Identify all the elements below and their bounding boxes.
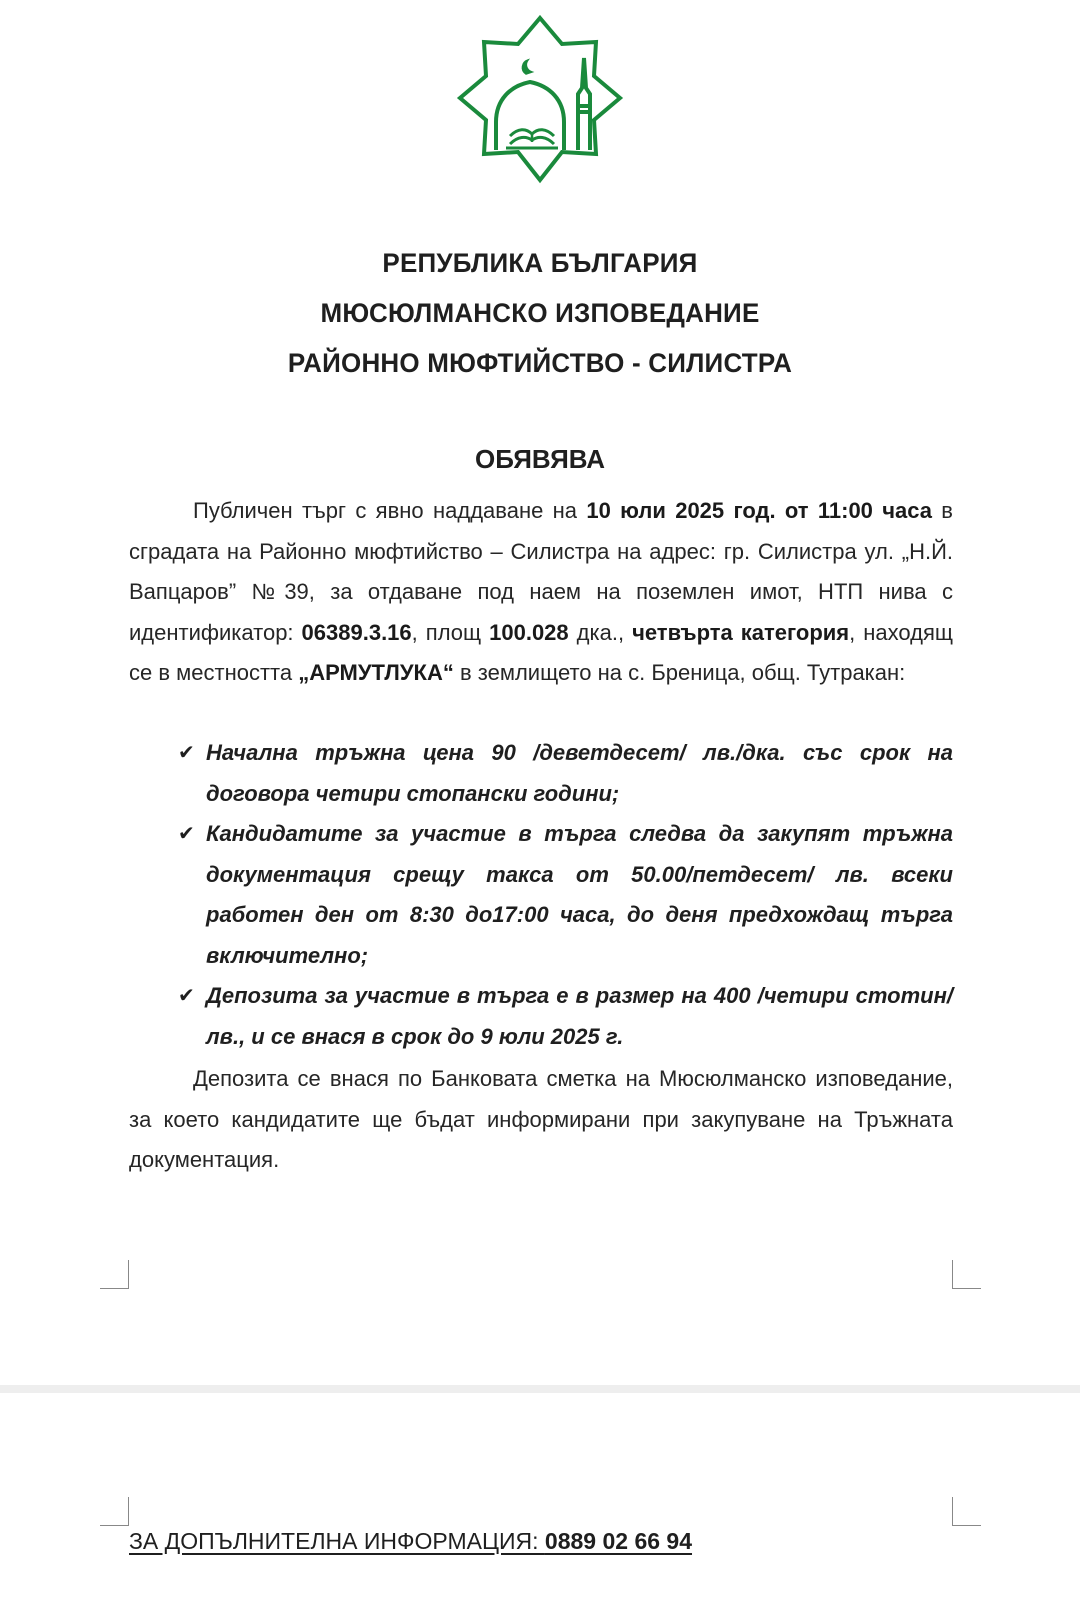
intro-text-4: дка., [568, 619, 633, 645]
document-page-2 [0, 1393, 1080, 1613]
condition-text: Начална тръжна цена 90 /деветдесет/ лв./дка. със срок на договора четири стопански години; [206, 740, 953, 806]
mosque-minaret-book-logo-icon [450, 14, 630, 188]
checkmark-icon: ✔ [178, 823, 195, 845]
property-area: 100.028 [489, 619, 569, 645]
header-department: РАЙОННО МЮФТИЙСТВО - СИЛИСТРА [287, 347, 793, 379]
page-separator [0, 1385, 1080, 1393]
property-identifier: 06389.3.16 [301, 619, 412, 645]
property-locality: „АРМУТЛУКА“ [298, 660, 454, 685]
condition-text: Депозита за участие в търга е в размер на 400 /четири стотин/ лв., и се внася в срок до 9 юли 2025 г. [206, 983, 953, 1049]
condition-text: Кандидатите за участие в търга следва да закупят тръжна документация срещу такса от 50.00/петдесет/ лв. всеки работен ден от 8:30 до17:00 часа, до деня предхождащ търга включително; [206, 821, 953, 968]
closing-text: Депозита се внася по Банковата сметка на Мюсюлманско изповедание, за което кандидатите ще бъдат информирани при закупуване на Тръжната документация. [129, 1066, 953, 1172]
list-item [178, 814, 953, 976]
conditions-list [178, 733, 953, 1057]
page-corner-marker [952, 1497, 981, 1526]
intro-text-6: в землището на с. Бреница, общ. Тутракан: [453, 660, 906, 685]
list-item [178, 976, 953, 1057]
intro-text-1: Публичен търг с явно наддаване на [193, 498, 587, 523]
intro-text-2: в сградата на Районно мюфтийство – Силистра на адрес: гр. Силистра ул. „Н.Й. Вапцаров” №39, за отдаване под наем на поземлен имот, НТП нива с идентификатор: [129, 498, 953, 645]
contact-phone[interactable]: 0889 02 66 94 [544, 1528, 693, 1554]
property-category: четвърта категория [632, 619, 850, 645]
page-corner-marker [100, 1260, 129, 1289]
contact-label: ЗА ДОПЪЛНИТЕЛНА ИНФОРМАЦИЯ: [129, 1528, 545, 1554]
contact-info [129, 1528, 692, 1555]
document-header [0, 238, 1080, 388]
document-title: ОБЯВЯВА [474, 444, 606, 474]
auction-date-time: 10 юли 2025 год. от 11:00 часа [586, 498, 932, 523]
header-country: РЕПУБЛИКА БЪЛГАРИЯ [382, 247, 698, 279]
header-institution: МЮСЮЛМАНСКО ИЗПОВЕДАНИЕ [320, 297, 760, 329]
page-corner-marker [952, 1260, 981, 1289]
checkmark-icon: ✔ [178, 985, 195, 1007]
announcement-paragraph [129, 491, 953, 694]
checkmark-icon: ✔ [178, 742, 195, 764]
closing-paragraph [129, 1059, 953, 1181]
page-corner-marker [100, 1497, 129, 1526]
list-item [178, 733, 953, 814]
intro-text-5: , находящ се в местността [129, 619, 953, 685]
intro-text-3: , площ [411, 619, 490, 645]
